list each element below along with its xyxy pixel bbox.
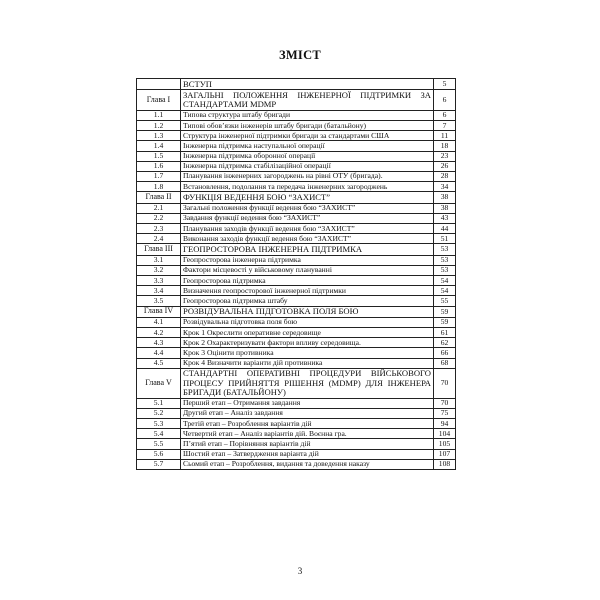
toc-chapter-row [137,192,456,203]
toc-entry-title: Крок 1 Окреслити оперативне середовище [181,328,434,338]
toc-entry-title: ГЕОПРОСТОРОВА ІНЖЕНЕРНА ПІДТРИМКА [181,244,434,255]
toc-page-number: 28 [434,171,456,181]
toc-page-number: 104 [434,429,456,439]
toc-page-number: 26 [434,161,456,171]
toc-entry-title: Сьомий етап – Розроблення, видання та доведення наказу [181,459,434,469]
toc-section-number: 3.3 [137,276,181,286]
toc-section-number: Глава III [137,244,181,255]
toc-section-number: 2.2 [137,213,181,223]
toc-entry-title: Планування заходів функції ведення бою “ЗАХИСТ” [181,224,434,234]
toc-section-number: Глава IV [137,306,181,317]
toc-chapter-row [137,368,456,398]
toc-entry-title: Інженерна підтримка наступальної операції [181,141,434,151]
toc-page-number: 23 [434,151,456,161]
toc-entry-title: Визначення геопросторової інженерної підтримки [181,286,434,296]
toc-row [137,286,456,296]
toc-page-number: 6 [434,90,456,111]
toc-section-number: 1.2 [137,121,181,131]
toc-page-number: 44 [434,224,456,234]
toc-chapter-row [137,244,456,255]
toc-section-number: 2.4 [137,234,181,244]
toc-row [137,151,456,161]
toc-entry-title: Інженерна підтримка стабілізаційної операції [181,161,434,171]
toc-entry-title: ЗАГАЛЬНІ ПОЛОЖЕННЯ ІНЖЕНЕРНОЇ ПІДТРИМКИ ЗА СТАНДАРТАМИ MDMP [181,90,434,111]
toc-section-number: 4.4 [137,348,181,358]
toc-entry-title: Геопросторова підтримка штабу [181,296,434,306]
toc-section-number: 2.3 [137,224,181,234]
toc-page-number: 59 [434,306,456,317]
toc-entry-title: Структура інженерної підтримки бригади за стандартами США [181,131,434,141]
toc-section-number: 4.2 [137,328,181,338]
toc-entry-title: Перший етап – Отримання завдання [181,398,434,408]
toc-entry-title: ФУНКЦІЯ ВЕДЕННЯ БОЮ “ЗАХИСТ” [181,192,434,203]
toc-section-number: 5.2 [137,408,181,418]
page-number: 3 [297,566,303,576]
toc-row [137,234,456,244]
toc-entry-title: ВСТУП [181,79,434,90]
toc-entry-title: Другий етап – Аналіз завдання [181,408,434,418]
toc-row [137,338,456,348]
toc-row [137,459,456,469]
toc-page-number: 70 [434,398,456,408]
toc-page-number: 105 [434,439,456,449]
toc-entry-title: Завдання функції ведення бою “ЗАХИСТ” [181,213,434,223]
page-title: ЗМІСТ [278,48,322,62]
toc-row [137,224,456,234]
toc-entry-title: Фактори місцевості у військовому плануванні [181,265,434,275]
toc-page-number: 5 [434,79,456,90]
toc-section-number: 3.2 [137,265,181,275]
toc-row [137,131,456,141]
toc-page-number: 61 [434,328,456,338]
toc-row [137,265,456,275]
toc-row [137,276,456,286]
toc-row [137,317,456,327]
toc-chapter-row [137,306,456,317]
toc-row [137,439,456,449]
toc-row [137,161,456,171]
toc-entry-title: Типова структура штабу бригади [181,110,434,120]
toc-section-number: 3.4 [137,286,181,296]
toc-row [137,408,456,418]
toc-row [137,348,456,358]
toc-page-number: 107 [434,449,456,459]
toc-section-number: 4.5 [137,358,181,368]
toc-page-number: 38 [434,192,456,203]
toc-entry-title: Розвідувальна підготовка поля бою [181,317,434,327]
toc-page-number: 11 [434,131,456,141]
toc-row [137,449,456,459]
toc-page-number: 6 [434,110,456,120]
toc-row [137,110,456,120]
toc-section-number: 5.4 [137,429,181,439]
toc-page-number: 53 [434,265,456,275]
toc-section-number: 5.3 [137,419,181,429]
toc-page-number: 53 [434,244,456,255]
toc-row [137,121,456,131]
toc-section-number: 1.6 [137,161,181,171]
toc-entry-title: Геопросторова інженерна підтримка [181,255,434,265]
toc-page-number: 18 [434,141,456,151]
toc-entry-title: Третій етап – Розроблення варіантів дій [181,419,434,429]
toc-entry-title: Крок 2 Охарактеризувати фактори впливу середовища. [181,338,434,348]
toc-section-number: 4.3 [137,338,181,348]
toc-page-number: 75 [434,408,456,418]
toc-row [137,398,456,408]
toc-row [137,358,456,368]
toc-page-number: 108 [434,459,456,469]
toc-table [136,78,456,470]
toc-page-number: 55 [434,296,456,306]
toc-row [137,141,456,151]
toc-page-number: 66 [434,348,456,358]
toc-row [137,171,456,181]
toc-section-number: 5.6 [137,449,181,459]
toc-section-number: 4.1 [137,317,181,327]
toc-section-number: 1.1 [137,110,181,120]
toc-section-number: 5.5 [137,439,181,449]
toc-page-number: 68 [434,358,456,368]
toc-section-number: Глава I [137,90,181,111]
toc-page-number: 51 [434,234,456,244]
toc-page-number: 70 [434,368,456,398]
toc-page-number: 53 [434,255,456,265]
toc-row [137,213,456,223]
toc-body [137,79,456,470]
toc-entry-title: Шостий етап – Затвердження варіанта дій [181,449,434,459]
toc-page-number: 34 [434,182,456,192]
toc-section-number: Глава V [137,368,181,398]
toc-section-number: 1.4 [137,141,181,151]
toc-section-number: 1.8 [137,182,181,192]
toc-entry-title: Виконання заходів функції ведення бою “ЗАХИСТ” [181,234,434,244]
toc-page-number: 38 [434,203,456,213]
toc-entry-title: Встановлення, подолання та передача інженерних загороджень [181,182,434,192]
toc-page-number: 54 [434,276,456,286]
toc-row [137,255,456,265]
toc-row [137,296,456,306]
toc-row [137,328,456,338]
toc-section-number: 3.5 [137,296,181,306]
toc-row [137,182,456,192]
toc-section-number: 5.7 [137,459,181,469]
toc-entry-title: Типові обов’язки інженерів штабу бригади (батальйону) [181,121,434,131]
toc-chapter-row [137,79,456,90]
toc-page-number: 43 [434,213,456,223]
toc-entry-title: Крок 3 Оцінити противника [181,348,434,358]
toc-row [137,419,456,429]
toc-section-number: 1.7 [137,171,181,181]
toc-page-number: 94 [434,419,456,429]
toc-section-number: Глава II [137,192,181,203]
toc-entry-title: П’ятий етап – Порівняння варіантів дій [181,439,434,449]
toc-entry-title: Загальні положення функції ведення бою “ЗАХИСТ” [181,203,434,213]
toc-entry-title: РОЗВІДУВАЛЬНА ПІДГОТОВКА ПОЛЯ БОЮ [181,306,434,317]
toc-page-number: 59 [434,317,456,327]
toc-entry-title: Крок 4 Визначити варіанти дій противника [181,358,434,368]
toc-chapter-row [137,90,456,111]
toc-section-number: 1.5 [137,151,181,161]
toc-page-number: 62 [434,338,456,348]
toc-entry-title: Планування інженерних загороджень на рівні ОТУ (бригада). [181,171,434,181]
toc-page-number: 54 [434,286,456,296]
toc-page-number: 7 [434,121,456,131]
toc-entry-title: Четвертий етап – Аналіз варіантів дій. Воєнна гра. [181,429,434,439]
toc-entry-title: СТАНДАРТНІ ОПЕРАТИВНІ ПРОЦЕДУРИ ВІЙСЬКОВОГО ПРОЦЕСУ ПРИЙНЯТТЯ РІШЕННЯ (MDMP) ДЛЯ ІНЖЕНЕРА БРИГАДИ (БАТАЛЬЙОНУ) [181,368,434,398]
toc-entry-title: Геопросторова підтримка [181,276,434,286]
toc-section-number: 3.1 [137,255,181,265]
toc-section-number: 5.1 [137,398,181,408]
toc-row [137,203,456,213]
toc-section-number: 1.3 [137,131,181,141]
toc-row [137,429,456,439]
toc-section-number: 2.1 [137,203,181,213]
toc-section-number [137,79,181,90]
toc-entry-title: Інженерна підтримка оборонної операції [181,151,434,161]
